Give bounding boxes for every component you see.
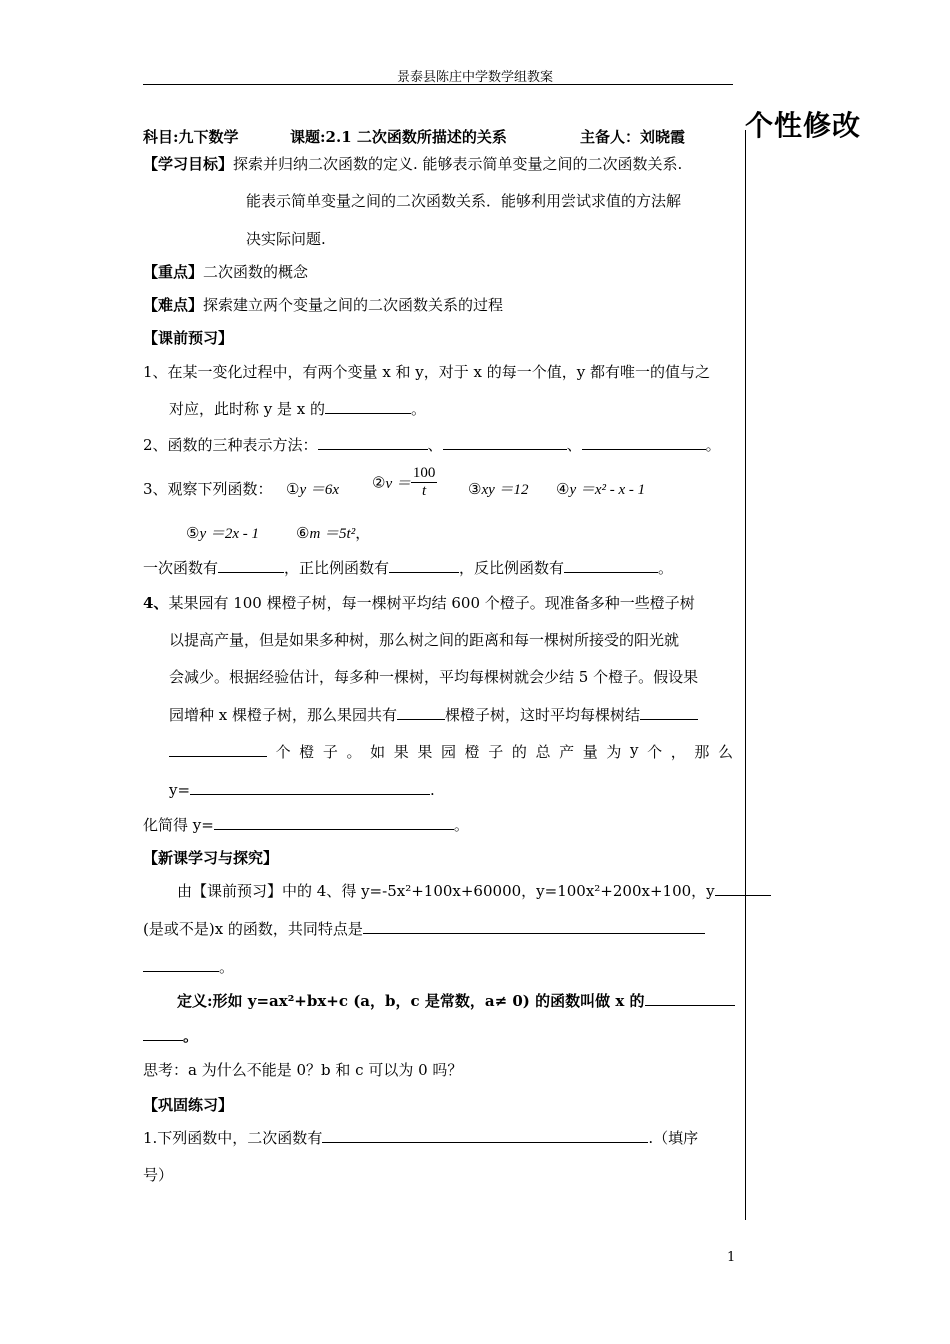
preview-q1-line-1: 1、在某一变化过程中，有两个变量 x 和 y，对于 x 的每一个值，y 都有唯一的值与之 xyxy=(143,363,711,381)
page-number: 1 xyxy=(727,1250,736,1265)
preview-q2-line xyxy=(143,434,721,455)
question-char: y xyxy=(629,741,639,759)
function-mark: ② xyxy=(372,473,386,492)
topic-label: 课题:2.1 二次函数所描述的关系 xyxy=(290,128,507,146)
punctuation: ， xyxy=(355,524,371,542)
lesson-text: 由【课前预习】中的 4、得 y=-5x²+100x+60000，y=100x²+200x+100，y xyxy=(177,882,715,900)
function-expression: y ＝2x - 1 xyxy=(199,526,260,542)
function-4 xyxy=(556,478,645,499)
goals-text-1: 探索并归纳二次函数的定义. 能够表示简单变量之间的二次函数关系. xyxy=(233,155,683,173)
fraction-denominator: t xyxy=(422,483,427,499)
answer-blank[interactable] xyxy=(190,779,430,795)
question-char: 么 xyxy=(717,743,733,761)
proportional-label: ，正比例函数有 xyxy=(284,559,390,577)
preview-q3-prefix: 3、观察下列函数： xyxy=(143,480,273,498)
preview-q4-line-2: 以提高产量，但是如果多种树，那么树之间的距离和每一棵树所接受的阳光就 xyxy=(169,631,680,649)
question-text: 某果园有 100 棵橙子树，每一棵树平均结 600 个橙子。现准备多种一些橙子树 xyxy=(168,594,695,612)
header-rule xyxy=(143,84,733,85)
punctuation: 。 xyxy=(411,400,427,418)
question-char: 如 xyxy=(370,743,386,761)
function-2 xyxy=(372,465,437,500)
question-char: 的 xyxy=(511,743,527,761)
question-char: 产 xyxy=(559,743,575,761)
answer-blank[interactable] xyxy=(564,557,658,573)
question-text: .（填序 xyxy=(648,1129,699,1147)
question-char: 橙 xyxy=(464,743,480,761)
question-text: y= xyxy=(169,781,191,799)
key-point-tag: 【重点】 xyxy=(143,263,204,281)
answer-blank[interactable] xyxy=(325,398,411,414)
author-label: 主备人：刘晓霞 xyxy=(580,128,686,146)
fraction-numerator: 100 xyxy=(412,465,436,481)
answer-blank[interactable] xyxy=(318,434,428,450)
definition-line-2 xyxy=(143,1025,198,1046)
question-text: 棵橙子树，这时平均每棵树结 xyxy=(445,706,641,724)
punctuation: 。 xyxy=(219,958,235,976)
inverse-label: ，反比例函数有 xyxy=(459,559,565,577)
answer-blank[interactable] xyxy=(169,741,267,757)
preview-q4-line-5 xyxy=(169,741,733,762)
punctuation: . xyxy=(430,781,435,799)
goals-tag: 【学习目标】 xyxy=(143,155,234,173)
function-expression: y ＝6x xyxy=(299,482,340,498)
function-6 xyxy=(296,522,370,543)
linear-label: 一次函数有 xyxy=(143,559,219,577)
answer-blank[interactable] xyxy=(443,434,567,450)
question-char: 园 xyxy=(440,743,456,761)
answer-blank[interactable] xyxy=(322,1127,648,1143)
page-header-title: 景泰县陈庄中学数学组教案 xyxy=(396,70,553,85)
question-char: 子 xyxy=(488,743,504,761)
function-3 xyxy=(468,478,529,499)
question-text: 1.下列函数中，二次函数有 xyxy=(143,1129,323,1147)
newlesson-title: 【新课学习与探究】 xyxy=(143,849,279,867)
question-char: ， xyxy=(670,743,686,761)
goals-line-2: 能表示简单变量之间的二次函数关系．能够利用尝试求值的方法解 xyxy=(246,192,682,210)
key-point-line xyxy=(143,261,308,282)
difficulty-text: 探索建立两个变量之间的二次函数关系的过程 xyxy=(203,296,504,314)
newlesson-p1-line-1 xyxy=(177,880,771,901)
preview-q4-line-3: 会减少。根据经验估计，每多种一棵树，平均每棵树就会少结 5 个橙子。假设果 xyxy=(169,668,699,686)
preview-q2-text: 2、函数的三种表示方法： xyxy=(143,436,318,454)
function-expression: m ＝5t² xyxy=(309,526,356,542)
side-column-divider xyxy=(745,130,746,1220)
preview-title: 【课前预习】 xyxy=(143,329,234,347)
answer-blank[interactable] xyxy=(363,918,705,934)
answer-blank[interactable] xyxy=(645,990,735,1006)
function-1 xyxy=(286,478,339,499)
lesson-text: (是或不是)x 的函数，共同特点是 xyxy=(143,920,363,938)
newlesson-p1-line-3 xyxy=(143,956,234,977)
preview-q4-line-4 xyxy=(169,704,698,725)
question-char: 总 xyxy=(535,743,551,761)
answer-blank[interactable] xyxy=(143,1025,183,1041)
goals-line-3: 决实际问题. xyxy=(246,230,326,248)
punctuation: 。 xyxy=(705,436,721,454)
preview-q1-line-2 xyxy=(169,398,426,419)
function-5 xyxy=(186,522,259,543)
preview-q1-text: 对应，此时称 y 是 x 的 xyxy=(169,400,326,418)
question-char: 橙 xyxy=(299,743,315,761)
question-char: 果 xyxy=(417,743,433,761)
preview-q4-line-6 xyxy=(169,779,435,799)
key-point-text: 二次函数的概念 xyxy=(203,263,309,281)
function-expression: y ＝x² - x - 1 xyxy=(569,482,646,498)
answer-blank[interactable] xyxy=(582,434,706,450)
think-question: 思考：a 为什么不能是 0？b 和 c 可以为 0 吗？ xyxy=(143,1061,463,1079)
question-char: 为 xyxy=(606,743,622,761)
answer-blank[interactable] xyxy=(214,814,454,830)
answer-blank[interactable] xyxy=(715,880,771,896)
definition-text: 定义:形如 y=ax²+bx+c (a，b，c 是常数，a≠ 0) 的函数叫做 x 的 xyxy=(177,992,645,1010)
punctuation: 。 xyxy=(453,816,469,834)
function-mark: ⑥ xyxy=(296,524,310,542)
punctuation: 、 xyxy=(566,436,582,454)
answer-blank[interactable] xyxy=(143,956,219,972)
answer-blank[interactable] xyxy=(389,557,459,573)
question-char: 。 xyxy=(346,743,362,761)
fraction xyxy=(411,465,438,500)
goals-line-1 xyxy=(143,153,682,174)
practice-q1-line-2: 号） xyxy=(143,1166,174,1184)
function-expression: xy ＝12 xyxy=(481,482,529,498)
question-char: 那 xyxy=(694,743,710,761)
question-char: 个 xyxy=(275,743,291,761)
answer-blank[interactable] xyxy=(640,704,698,720)
punctuation: 、 xyxy=(427,436,443,454)
question-number: 4、 xyxy=(143,594,169,612)
answer-blank[interactable] xyxy=(397,704,445,720)
question-char: 个 xyxy=(647,743,663,761)
question-char: 子 xyxy=(322,743,338,761)
answer-blank[interactable] xyxy=(218,557,284,573)
function-mark: ③ xyxy=(468,480,482,498)
preview-q3-answer-line xyxy=(143,557,673,578)
preview-q4-line-1 xyxy=(143,592,695,613)
difficulty-tag: 【难点】 xyxy=(143,296,204,314)
function-mark: ⑤ xyxy=(186,524,200,542)
function-mark: ④ xyxy=(556,480,570,498)
question-char: 果 xyxy=(393,743,409,761)
practice-title: 【巩固练习】 xyxy=(143,1096,234,1114)
function-mark: ① xyxy=(286,480,300,498)
newlesson-p1-line-2 xyxy=(143,918,705,939)
punctuation: 。 xyxy=(183,1027,199,1045)
difficulty-line xyxy=(143,294,503,315)
preview-q4-line-7 xyxy=(143,814,469,835)
definition-line-1 xyxy=(177,990,735,1011)
question-text: 园增种 x 棵橙子树，那么果园共有 xyxy=(169,706,397,724)
subject-label: 科目:九下数学 xyxy=(143,128,239,146)
function-expression: v ＝ xyxy=(385,476,411,492)
question-char: 量 xyxy=(582,743,598,761)
side-column-label: 个性修改 xyxy=(745,109,862,142)
practice-q1-line-1 xyxy=(143,1127,698,1148)
punctuation: 。 xyxy=(658,559,674,577)
question-text: 化简得 y= xyxy=(143,816,214,834)
